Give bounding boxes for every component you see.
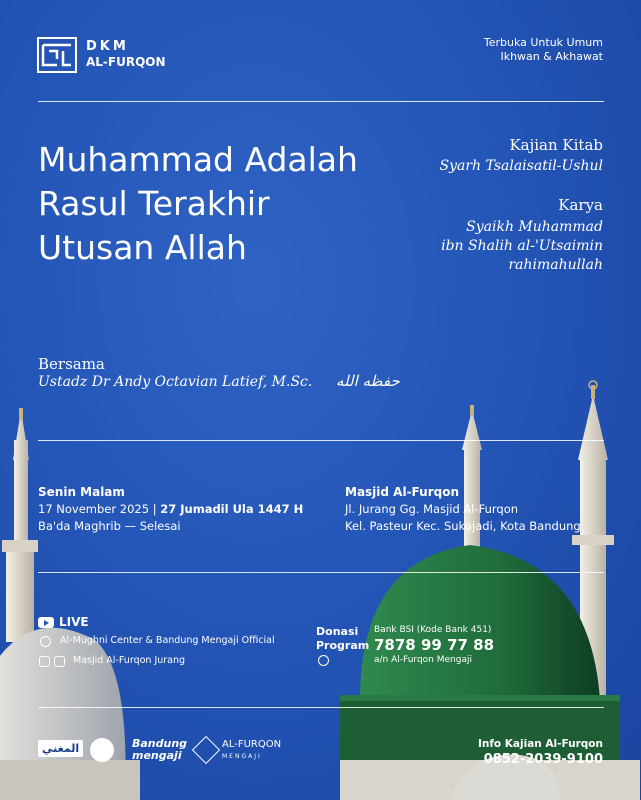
- youtube-icon: [38, 617, 54, 628]
- live-channel: Al-Mughni Center & Bandung Mengaji Official: [60, 635, 275, 646]
- divider-bottom: [38, 707, 604, 708]
- kitab-author: [441, 218, 603, 275]
- al-furqon-mengaji-logo: [222, 739, 281, 763]
- donation-label2: Program: [316, 639, 370, 652]
- divider-top: [38, 101, 604, 102]
- speaker-name: Ustadz Dr Andy Octavian Latief, M.Sc.: [38, 374, 313, 390]
- live-social: Masjid Al-Furqon Jurang: [73, 655, 186, 666]
- speaker-honorific: حفظه الله: [336, 372, 400, 390]
- audience-line1: Terbuka Untuk Umum: [483, 36, 603, 49]
- brand-line2: AL-FURQON: [86, 55, 166, 69]
- instagram-icon: [54, 656, 65, 667]
- bandung-logo-line2: mengaji: [132, 749, 182, 762]
- speaker-label: Bersama: [38, 355, 105, 373]
- schedule-date: 17 November 2025 |: [38, 502, 157, 516]
- al-mughni-logo: المغني: [38, 740, 83, 757]
- brand-line1: DKM: [86, 39, 129, 54]
- venue-name: Masjid Al-Furqon: [345, 485, 459, 499]
- dkm-logo-icon: [37, 37, 77, 73]
- title-line2: Rasul Terakhir: [38, 184, 270, 223]
- donation-label1: Donasi: [316, 625, 359, 638]
- schedule-day: Senin Malam: [38, 485, 125, 499]
- author-line2: ibn Shalih al-'Utsaimin: [441, 238, 603, 254]
- left-minaret: [2, 408, 38, 642]
- facebook-icon: [39, 656, 50, 667]
- info-phone: 0852-2039-9100: [483, 752, 603, 767]
- title-line1: Muhammad Adalah: [38, 140, 358, 179]
- schedule-time: Ba'da Maghrib — Selesai: [38, 519, 181, 533]
- title-line3: Utusan Allah: [38, 228, 247, 267]
- bandung-logo-line1: Bandung: [132, 737, 188, 750]
- live-label: LIVE: [59, 615, 89, 629]
- schedule-hijri: 27 Jumadil Ula 1447 H: [160, 502, 304, 516]
- circle-emblem-icon: [90, 738, 114, 762]
- divider-lower: [38, 572, 604, 573]
- info-label: Info Kajian Al-Furqon: [477, 738, 603, 750]
- author-line3: rahimahullah: [508, 257, 603, 273]
- alfurqon-logo-line2: MENGAJI: [222, 753, 262, 760]
- venue-address1: Jl. Jurang Gg. Masjid Al-Furqon: [345, 502, 519, 516]
- karya-label: Karya: [558, 196, 603, 214]
- bandung-mengaji-logo: [132, 738, 187, 762]
- event-title: [38, 138, 408, 270]
- alfurqon-logo-line1: AL-FURQON: [222, 739, 282, 750]
- kitab-name: Syarh Tsalaisatil-Ushul: [439, 158, 603, 174]
- donation-bank: Bank BSI (Kode Bank 451): [374, 625, 492, 635]
- divider-middle: [38, 440, 604, 441]
- schedule-date-row: [38, 502, 303, 516]
- kitab-label: Kajian Kitab: [509, 136, 603, 154]
- author-line1: Syaikh Muhammad: [466, 219, 603, 235]
- venue-address2: Kel. Pasteur Kec. Sukajadi, Kota Bandung: [345, 519, 581, 533]
- donation-holder: a/n Al-Furqon Mengaji: [374, 655, 472, 665]
- audience-line2: Ikhwan & Akhawat: [500, 50, 603, 63]
- bsi-bank-icon: [318, 655, 329, 666]
- globe-icon: [40, 636, 51, 647]
- donation-account: 7878 99 77 88: [374, 636, 495, 654]
